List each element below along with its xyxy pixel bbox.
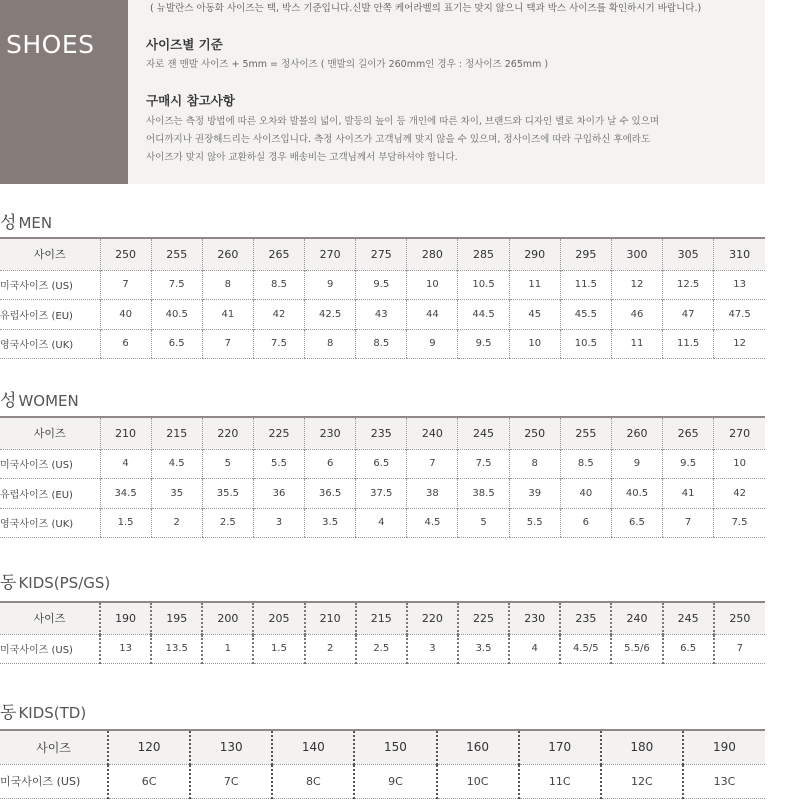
size-cell: 3 xyxy=(253,508,304,538)
size-header-cell: 190 xyxy=(683,730,765,764)
size-cell: 4 xyxy=(356,508,407,538)
table-row xyxy=(0,300,765,330)
table-row xyxy=(0,764,765,798)
size-cell: 6.5 xyxy=(611,508,662,538)
size-cell: 36.5 xyxy=(305,479,356,509)
size-cell: 13 xyxy=(714,270,765,300)
size-cell: 6.5 xyxy=(151,329,202,359)
size-header-cell: 190 xyxy=(100,602,151,634)
size-cell: 41 xyxy=(663,479,714,509)
size-standard-text: 자로 잰 맨발 사이즈 + 5mm = 정사이즈 ( 맨발의 길이가 260mm인 경우 : 정사이즈 265mm ) xyxy=(146,59,549,70)
size-cell: 6 xyxy=(100,329,151,359)
size-cell: 5.5 xyxy=(253,449,304,479)
size-cell: 12.5 xyxy=(663,270,714,300)
size-cell: 4.5 xyxy=(151,449,202,479)
size-cell: 3 xyxy=(407,634,458,664)
size-header-cell: 245 xyxy=(663,602,714,634)
size-cell: 42 xyxy=(253,300,304,330)
size-cell: 2.5 xyxy=(202,508,253,538)
size-header-cell: 240 xyxy=(407,417,458,449)
size-header-cell: 220 xyxy=(202,417,253,449)
women-size-table xyxy=(0,416,765,538)
size-header-label: 사이즈 xyxy=(0,730,108,764)
size-cell: 12 xyxy=(714,329,765,359)
size-cell: 9.5 xyxy=(458,329,509,359)
size-header-cell: 275 xyxy=(356,238,407,270)
size-cell: 5.5 xyxy=(509,508,560,538)
size-header-cell: 250 xyxy=(100,238,151,270)
size-cell: 7.5 xyxy=(253,329,304,359)
size-cell: 5.5/6 xyxy=(611,634,662,664)
section-title-td-en: KIDS(TD) xyxy=(18,704,87,722)
table-row xyxy=(0,449,765,479)
size-cell: 8.5 xyxy=(356,329,407,359)
size-cell: 40.5 xyxy=(611,479,662,509)
size-header-cell: 260 xyxy=(202,238,253,270)
size-cell: 5 xyxy=(458,508,509,538)
size-header-cell: 210 xyxy=(100,417,151,449)
size-header-cell: 310 xyxy=(714,238,765,270)
purchase-notes-line: 어디까지나 권장해드리는 사이즈입니다. 측정 사이즈가 고객님께 맞지 않을 수 있으며, 정사이즈에 따라 구입하신 후에라도 xyxy=(146,134,651,145)
size-cell: 5 xyxy=(202,449,253,479)
size-cell: 8.5 xyxy=(253,270,304,300)
size-header-cell: 205 xyxy=(253,602,304,634)
men-size-table xyxy=(0,237,765,359)
size-cell: 2 xyxy=(305,634,356,664)
table-row xyxy=(0,329,765,359)
size-cell: 13C xyxy=(683,764,765,798)
size-cell: 37.5 xyxy=(356,479,407,509)
size-header-cell: 285 xyxy=(458,238,509,270)
table-header-row xyxy=(0,417,765,449)
table-row xyxy=(0,508,765,538)
size-header-cell: 225 xyxy=(458,602,509,634)
size-cell: 46 xyxy=(611,300,662,330)
row-label: 미국사이즈 (US) xyxy=(0,449,100,479)
size-cell: 4 xyxy=(100,449,151,479)
size-header-cell: 200 xyxy=(202,602,253,634)
size-cell: 47.5 xyxy=(714,300,765,330)
size-cell: 40.5 xyxy=(151,300,202,330)
purchase-notes-line: 사이즈는 측정 방법에 따른 오차와 발볼의 넓이, 발등의 높이 등 개인에 따른 차이, 브랜드와 디자인 별로 차이가 날 수 있으며 xyxy=(146,116,660,127)
size-cell: 45 xyxy=(509,300,560,330)
size-cell: 4 xyxy=(509,634,560,664)
size-cell: 42 xyxy=(714,479,765,509)
size-header-cell: 215 xyxy=(356,602,407,634)
size-cell: 7 xyxy=(100,270,151,300)
size-cell: 38 xyxy=(407,479,458,509)
size-header-cell: 235 xyxy=(356,417,407,449)
size-cell: 40 xyxy=(560,479,611,509)
size-header-cell: 130 xyxy=(190,730,272,764)
size-header-cell: 140 xyxy=(272,730,354,764)
size-header-cell: 260 xyxy=(611,417,662,449)
size-cell: 35.5 xyxy=(202,479,253,509)
size-cell: 40 xyxy=(100,300,151,330)
size-header-cell: 195 xyxy=(151,602,202,634)
size-cell: 8 xyxy=(305,329,356,359)
shoes-tab-label: SHOES xyxy=(6,30,95,59)
size-cell: 45.5 xyxy=(560,300,611,330)
size-cell: 10 xyxy=(407,270,458,300)
size-cell: 9 xyxy=(407,329,458,359)
size-cell: 1.5 xyxy=(100,508,151,538)
kids-size-notice: ( 뉴발란스 아동화 사이즈는 택, 박스 기준입니다.신발 안쪽 케어라벨의 표기는 맞지 않으니 택과 박스 사이즈를 확인하시기 바랍니다.) xyxy=(150,3,702,14)
size-cell: 11 xyxy=(509,270,560,300)
size-cell: 10.5 xyxy=(560,329,611,359)
size-header-cell: 215 xyxy=(151,417,202,449)
size-header-cell: 150 xyxy=(354,730,436,764)
size-cell: 6 xyxy=(305,449,356,479)
size-cell: 13 xyxy=(100,634,151,664)
size-cell: 7 xyxy=(663,508,714,538)
size-cell: 34.5 xyxy=(100,479,151,509)
section-title-men-ko: 성 xyxy=(0,213,17,233)
size-cell: 11C xyxy=(519,764,601,798)
size-cell: 1.5 xyxy=(253,634,304,664)
table-header-row xyxy=(0,602,765,634)
purchase-notes-line: 사이즈가 맞지 않아 교환하실 경우 배송비는 고객님께서 부담하셔야 합니다. xyxy=(146,152,458,163)
size-header-cell: 245 xyxy=(458,417,509,449)
size-cell: 44.5 xyxy=(458,300,509,330)
section-title-women-en: WOMEN xyxy=(18,392,79,410)
size-header-cell: 265 xyxy=(253,238,304,270)
size-cell: 9C xyxy=(354,764,436,798)
section-title-women-ko: 성 xyxy=(0,391,17,411)
size-header-cell: 305 xyxy=(663,238,714,270)
size-cell: 11 xyxy=(611,329,662,359)
size-cell: 6C xyxy=(108,764,190,798)
section-title-men-en: MEN xyxy=(18,214,53,232)
size-cell: 11.5 xyxy=(663,329,714,359)
section-title-kids-en: KIDS(PS/GS) xyxy=(18,574,111,592)
size-cell: 9 xyxy=(611,449,662,479)
size-cell: 39 xyxy=(509,479,560,509)
row-label: 유럽사이즈 (EU) xyxy=(0,479,100,509)
size-header-cell: 225 xyxy=(253,417,304,449)
size-standard-title: 사이즈별 기준 xyxy=(146,37,223,52)
size-cell: 8 xyxy=(509,449,560,479)
size-header-cell: 250 xyxy=(509,417,560,449)
size-cell: 7 xyxy=(407,449,458,479)
size-cell: 10 xyxy=(509,329,560,359)
size-header-cell: 160 xyxy=(437,730,519,764)
size-cell: 2.5 xyxy=(356,634,407,664)
size-cell: 7 xyxy=(714,634,765,664)
size-cell: 44 xyxy=(407,300,458,330)
shoe-size-guide-header xyxy=(0,0,765,184)
size-cell: 6 xyxy=(560,508,611,538)
row-label: 미국사이즈 (US) xyxy=(0,764,108,798)
size-cell: 7.5 xyxy=(714,508,765,538)
row-label: 영국사이즈 (UK) xyxy=(0,508,100,538)
row-label: 유럽사이즈 (EU) xyxy=(0,300,100,330)
row-label: 미국사이즈 (US) xyxy=(0,634,100,664)
size-cell: 10C xyxy=(437,764,519,798)
size-header-cell: 235 xyxy=(560,602,611,634)
size-cell: 4.5 xyxy=(407,508,458,538)
table-header-row xyxy=(0,238,765,270)
size-cell: 13.5 xyxy=(151,634,202,664)
size-header-cell: 295 xyxy=(560,238,611,270)
size-header-cell: 120 xyxy=(108,730,190,764)
size-header-cell: 170 xyxy=(519,730,601,764)
size-cell: 12C xyxy=(601,764,683,798)
table-header-row xyxy=(0,730,765,764)
size-header-cell: 270 xyxy=(305,238,356,270)
section-title-kids xyxy=(0,568,110,593)
size-cell: 8C xyxy=(272,764,354,798)
section-title-td xyxy=(0,698,86,723)
size-cell: 9 xyxy=(305,270,356,300)
section-title-td-ko: 동 xyxy=(0,703,17,723)
size-cell: 3.5 xyxy=(458,634,509,664)
table-row xyxy=(0,270,765,300)
size-cell: 8 xyxy=(202,270,253,300)
row-label: 미국사이즈 (US) xyxy=(0,270,100,300)
size-cell: 10 xyxy=(714,449,765,479)
size-cell: 42.5 xyxy=(305,300,356,330)
purchase-notes-title: 구매시 참고사항 xyxy=(146,93,235,108)
size-cell: 3.5 xyxy=(305,508,356,538)
size-header-cell: 280 xyxy=(407,238,458,270)
size-cell: 7.5 xyxy=(458,449,509,479)
size-header-cell: 210 xyxy=(305,602,356,634)
size-header-cell: 250 xyxy=(714,602,765,634)
section-title-women xyxy=(0,386,79,411)
kids-size-table xyxy=(0,601,765,664)
size-cell: 47 xyxy=(663,300,714,330)
size-cell: 35 xyxy=(151,479,202,509)
size-cell: 7.5 xyxy=(151,270,202,300)
size-cell: 4.5/5 xyxy=(560,634,611,664)
size-header-cell: 300 xyxy=(611,238,662,270)
section-title-men xyxy=(0,208,52,233)
size-header-cell: 240 xyxy=(611,602,662,634)
td-size-table xyxy=(0,729,765,799)
size-header-label: 사이즈 xyxy=(0,417,100,449)
size-cell: 38.5 xyxy=(458,479,509,509)
size-cell: 12 xyxy=(611,270,662,300)
size-header-cell: 255 xyxy=(560,417,611,449)
size-cell: 8.5 xyxy=(560,449,611,479)
size-cell: 11.5 xyxy=(560,270,611,300)
size-cell: 36 xyxy=(253,479,304,509)
size-cell: 7 xyxy=(202,329,253,359)
size-header-cell: 270 xyxy=(714,417,765,449)
size-cell: 43 xyxy=(356,300,407,330)
table-row xyxy=(0,634,765,664)
size-header-cell: 220 xyxy=(407,602,458,634)
size-cell: 9.5 xyxy=(663,449,714,479)
size-header-cell: 180 xyxy=(601,730,683,764)
shoes-tab xyxy=(0,0,128,184)
size-cell: 7C xyxy=(190,764,272,798)
size-header-cell: 230 xyxy=(305,417,356,449)
size-cell: 6.5 xyxy=(356,449,407,479)
size-cell: 6.5 xyxy=(663,634,714,664)
size-header-cell: 255 xyxy=(151,238,202,270)
size-header-cell: 230 xyxy=(509,602,560,634)
size-header-cell: 290 xyxy=(509,238,560,270)
size-cell: 41 xyxy=(202,300,253,330)
size-cell: 2 xyxy=(151,508,202,538)
table-row xyxy=(0,479,765,509)
size-cell: 9.5 xyxy=(356,270,407,300)
size-header-cell: 265 xyxy=(663,417,714,449)
size-header-label: 사이즈 xyxy=(0,602,100,634)
size-cell: 10.5 xyxy=(458,270,509,300)
section-title-kids-ko: 동 xyxy=(0,573,17,593)
size-cell: 1 xyxy=(202,634,253,664)
size-header-label: 사이즈 xyxy=(0,238,100,270)
row-label: 영국사이즈 (UK) xyxy=(0,329,100,359)
